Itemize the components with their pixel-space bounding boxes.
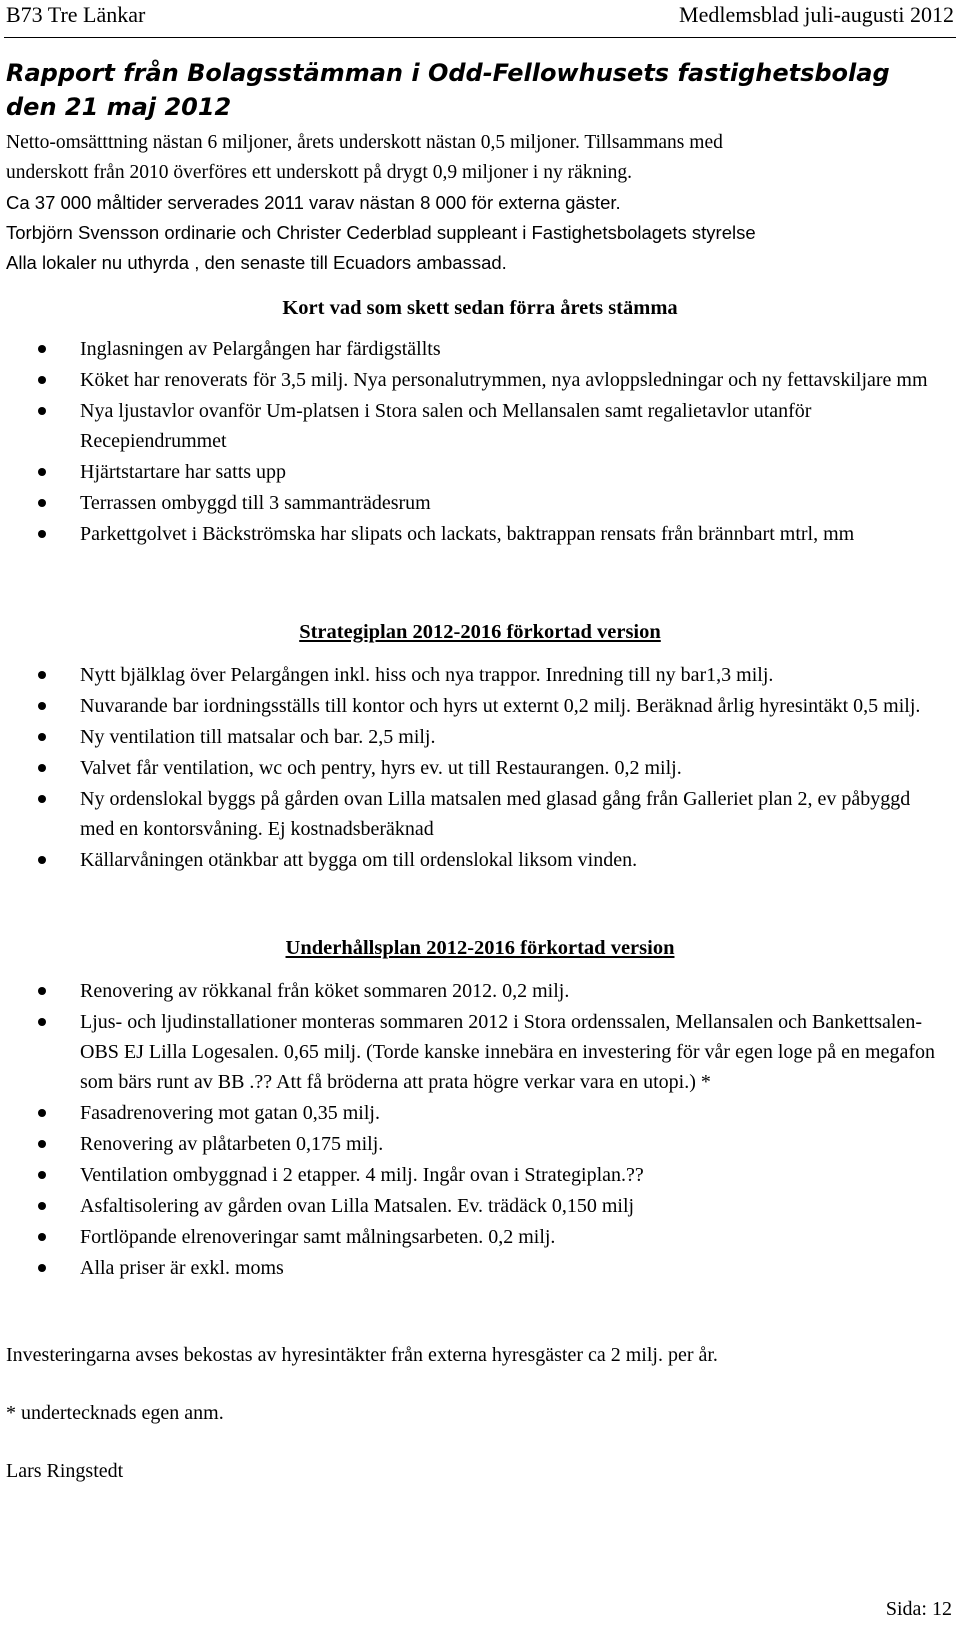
- bullet-icon: [38, 1264, 46, 1272]
- list-item: Nuvarande bar iordningsställs till kontor och hyrs ut externt 0,2 milj. Beräknad årlig hyresintäkt 0,5 milj.: [0, 691, 945, 721]
- list-item: Fortlöpande elrenoveringar samt målningsarbeten. 0,2 milj.: [0, 1222, 945, 1252]
- intro-line: Netto-omsätttning nästan 6 miljoner, årets underskott nästan 0,5 miljoner. Tillsammans med: [6, 132, 723, 153]
- bullet-icon: [38, 1171, 46, 1179]
- investment-paragraph: Investeringarna avses bekostas av hyresintäkter från externa hyresgäster ca 2 milj. per år.: [6, 1344, 718, 1366]
- section-heading-stamma: Kort vad som skett sedan förra årets stämma: [282, 297, 678, 319]
- bullet-icon: [38, 671, 46, 679]
- page-number: Sida: 12: [885, 1598, 952, 1620]
- list-item: Köket har renoverats för 3,5 milj. Nya personalutrymmen, nya avloppsledningar och ny fettavskiljare mm: [0, 365, 945, 395]
- bullet-icon: [38, 407, 46, 415]
- bullet-icon: [38, 1140, 46, 1148]
- author-note: * undertecknads egen anm.: [6, 1402, 224, 1424]
- bullet-icon: [38, 1202, 46, 1210]
- header-issue: Medlemsblad juli-augusti 2012: [679, 2, 954, 27]
- bullet-icon: [38, 1109, 46, 1117]
- list-item: Fasadrenovering mot gatan 0,35 milj.: [0, 1098, 945, 1128]
- list-item: Parkettgolvet i Bäckströmska har slipats och lackats, baktrappan rensats från brännbart mtrl, mm: [0, 519, 945, 549]
- list-underhallsplan: [0, 976, 945, 1284]
- list-item: Nytt bjälklag över Pelargången inkl. hiss och nya trappor. Inredning till ny bar1,3 milj.: [0, 660, 945, 690]
- bullet-icon: [38, 795, 46, 803]
- intro-block: [6, 128, 951, 278]
- list-item: Asfaltisolering av gården ovan Lilla Matsalen. Ev. trädäck 0,150 milj: [0, 1191, 945, 1221]
- signature: Lars Ringstedt: [6, 1460, 124, 1482]
- list-item: Ny ventilation till matsalar och bar. 2,5 milj.: [0, 722, 945, 752]
- list-item: Inglasningen av Pelargången har färdigställts: [0, 334, 945, 364]
- list-item: Valvet får ventilation, wc och pentry, hyrs ev. ut till Restaurangen. 0,2 milj.: [0, 753, 945, 783]
- list-stamma: [0, 334, 945, 550]
- intro-line: Ca 37 000 måltider serverades 2011 varav nästan 8 000 för externa gäster.: [6, 192, 621, 213]
- bullet-icon: [38, 499, 46, 507]
- list-item: Nya ljustavlor ovanför Um-platsen i Stora salen och Mellansalen samt regalietavlor utanför Recepiendrummet: [0, 396, 945, 456]
- bullet-icon: [38, 733, 46, 741]
- bullet-icon: [38, 1018, 46, 1026]
- header-publication: B73 Tre Länkar: [6, 2, 146, 27]
- page-title: Rapport från Bolagsstämman i Odd-Fellowhusets fastighetsbolag den 21 maj 2012: [6, 59, 890, 121]
- section-heading-strategiplan: Strategiplan 2012-2016 förkortad version: [299, 621, 661, 643]
- bullet-icon: [38, 856, 46, 864]
- bullet-icon: [38, 987, 46, 995]
- list-item: Hjärtstartare har satts upp: [0, 457, 945, 487]
- intro-line: underskott från 2010 överföres ett underskott på drygt 0,9 miljoner i ny räkning.: [6, 162, 633, 183]
- list-item: Ny ordenslokal byggs på gården ovan Lilla matsalen med glasad gång från Galleriet plan 2, ev påbyggd med en kontorsvåning. Ej kostnadsberäknad: [0, 784, 945, 844]
- list-item: Ljus- och ljudinstallationer monteras sommaren 2012 i Stora ordenssalen, Mellansalen och Bankettsalen- OBS EJ Lilla Logesalen. 0,65 milj. (Torde kanske innebära en investering för vår egen loge på en megafon som bärs runt av BB .?? Att få bröderna att prata högre verkar vara en utopi.) *: [0, 1007, 945, 1097]
- intro-line: Alla lokaler nu uthyrda , den senaste till Ecuadors ambassad.: [6, 252, 507, 273]
- header-divider: [4, 37, 956, 38]
- bullet-icon: [38, 702, 46, 710]
- list-strategiplan: [0, 660, 945, 876]
- bullet-icon: [38, 345, 46, 353]
- bullet-icon: [38, 764, 46, 772]
- list-item: Alla priser är exkl. moms: [0, 1253, 945, 1283]
- list-item: Renovering av rökkanal från köket sommaren 2012. 0,2 milj.: [0, 976, 945, 1006]
- list-item: Terrassen ombyggd till 3 sammanträdesrum: [0, 488, 945, 518]
- bullet-icon: [38, 530, 46, 538]
- bullet-icon: [38, 468, 46, 476]
- bullet-icon: [38, 1233, 46, 1241]
- intro-line: Torbjörn Svensson ordinarie och Christer Cederblad suppleant i Fastighetsbolagets styrelse: [6, 222, 756, 243]
- list-item: Källarvåningen otänkbar att bygga om till ordenslokal liksom vinden.: [0, 845, 945, 875]
- bullet-icon: [38, 376, 46, 384]
- section-heading-underhallsplan: Underhållsplan 2012-2016 förkortad version: [285, 937, 675, 959]
- list-item: Renovering av plåtarbeten 0,175 milj.: [0, 1129, 945, 1159]
- list-item: Ventilation ombyggnad i 2 etapper. 4 milj. Ingår ovan i Strategiplan.??: [0, 1160, 945, 1190]
